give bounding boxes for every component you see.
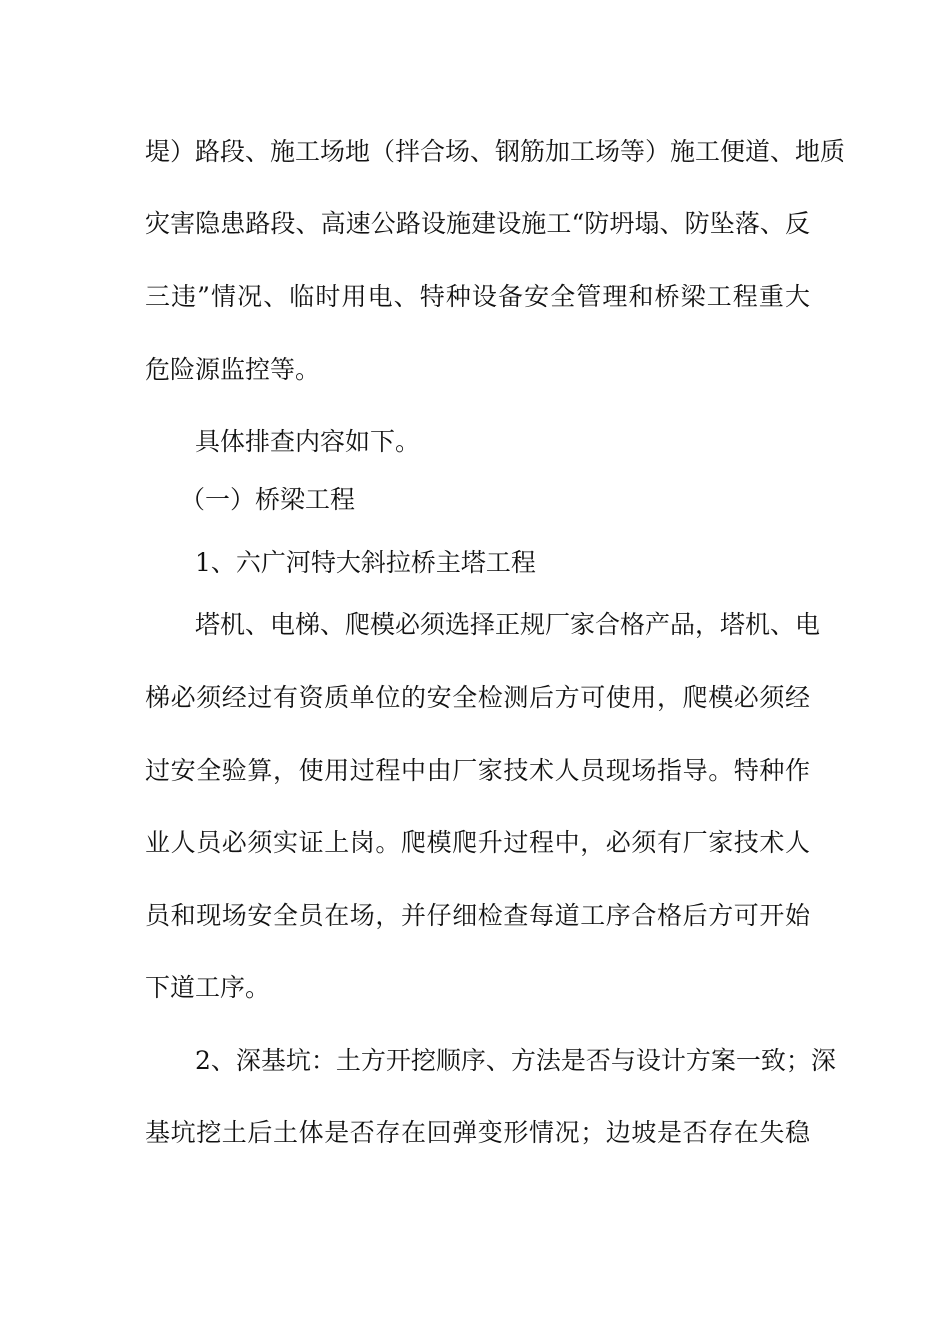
text-line: 下道工序。 <box>145 973 271 1002</box>
text-line: 业人员必须实证上岗。爬模爬升过程中，必须有厂家技术人 <box>145 828 810 857</box>
text-line: 危险源监控等。 <box>145 355 321 384</box>
text-line: 基坑挖土后土体是否存在回弹变形情况；边坡是否存在失稳 <box>145 1118 810 1147</box>
text-line: 三违”情况、临时用电、特种设备安全管理和桥梁工程重大 <box>145 282 810 311</box>
text-line: 塔机、电梯、爬模必须选择正规厂家合格产品，塔机、电 <box>195 610 821 639</box>
text-line: 灾害隐患路段、高速公路设施建设施工“防坍塌、防坠落、反 <box>145 209 810 238</box>
section-heading: （一）桥梁工程 <box>180 485 356 514</box>
text-line: 2、深基坑：土方开挖顺序、方法是否与设计方案一致；深 <box>195 1046 836 1075</box>
text-line: 具体排查内容如下。 <box>195 427 421 456</box>
subsection-heading: 1、六广河特大斜拉桥主塔工程 <box>195 548 536 577</box>
text-line: 梯必须经过有资质单位的安全检测后方可使用，爬模必须经 <box>145 683 810 712</box>
text-line: 过安全验算，使用过程中由厂家技术人员现场指导。特种作 <box>145 756 810 785</box>
text-line: 员和现场安全员在场，并仔细检查每道工序合格后方可开始 <box>145 901 810 930</box>
text-line: 堤）路段、施工场地（拌合场、钢筋加工场等）施工便道、地质 <box>145 137 846 166</box>
